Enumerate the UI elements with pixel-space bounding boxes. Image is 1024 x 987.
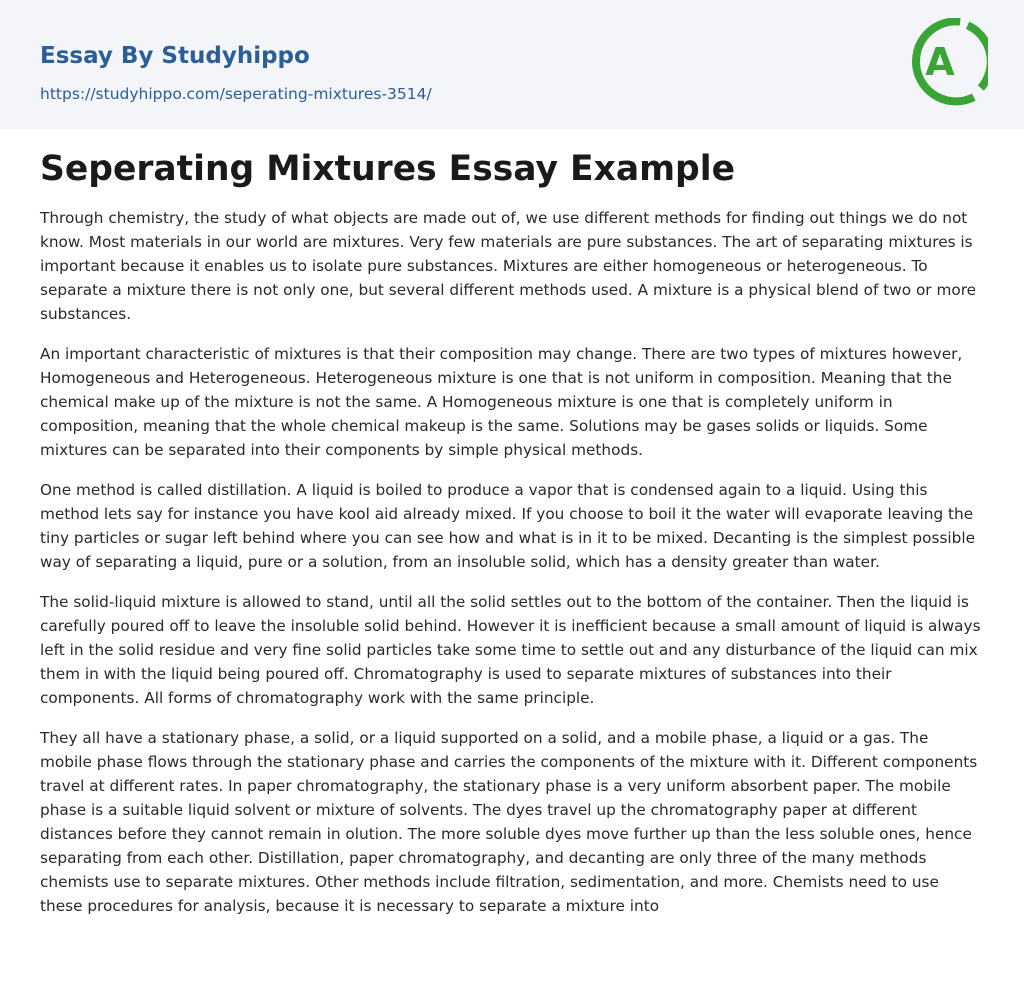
studyhippo-logo-icon[interactable] <box>910 18 988 106</box>
article-paragraph: They all have a stationary phase, a solid, or a liquid supported on a solid, and a mobile phase, a liquid or a gas. The mobile phase flows through the stationary phase and carries the components of the mixture with it. Different components travel at different rates. In paper chromatography, the stationary phase is a very uniform absorbent paper. The mobile phase is a suitable liquid solvent or mixture of solvents. The dyes travel up the chromatography paper at different distances before they cannot remain in olution. The more soluble dyes move further up than the less soluble ones, hence separating from each other. Distillation, paper chromatography, and decanting are only three of the many methods chemists use to separate mixtures. Other methods include filtration, sedimentation, and more. Chemists need to use these procedures for analysis, because it is necessary to separate a mixture into <box>40 729 978 915</box>
article-title: Seperating Mixtures Essay Example <box>40 149 735 189</box>
essay-url-link[interactable]: https://studyhippo.com/seperating-mixtures-3514/ <box>40 85 432 103</box>
article-paragraph: Through chemistry, the study of what objects are made out of, we use different methods for finding out things we do not know. Most materials in our world are mixtures. Very few materials are pure substances. The art of separating mixtures is important because it enables us to isolate pure substances. Mixtures are either homogeneous or heterogeneous. To separate a mixture there is not only one, but several different methods used. A mixture is a physical blend of two or more substances. <box>40 209 977 323</box>
logo-letter: A <box>925 40 955 84</box>
site-brand[interactable]: Essay By Studyhippo <box>40 43 310 69</box>
article <box>0 129 1024 918</box>
site-header <box>0 0 1024 129</box>
article-paragraph: One method is called distillation. A liquid is boiled to produce a vapor that is condensed again to a liquid. Using this method lets say for instance you have kool aid already mixed. If you choose to boil it the water will evaporate leaving the tiny particles or sugar left behind where you can see how and what is in it to be mixed. Decanting is the simplest possible way of separating a liquid, pure or a solution, from an insoluble solid, which has a density greater than water. <box>40 481 976 571</box>
article-paragraph: The solid-liquid mixture is allowed to stand, until all the solid settles out to the bottom of the container. Then the liquid is carefully poured off to leave the insoluble solid behind. However it is inefficient because a small amount of liquid is always left in the solid residue and very fine solid particles take some time to settle out and any disturbance of the liquid can mix them in with the liquid being poured off. Chromatography is used to separate mixtures of substances into their components. All forms of chromatography work with the same principle. <box>40 593 981 707</box>
article-paragraph: An important characteristic of mixtures is that their composition may change. There are two types of mixtures however, Homogeneous and Heterogeneous. Heterogeneous mixture is one that is not uniform in composition. Meaning that the chemical make up of the mixture is not the same. A Homogeneous mixture is one that is completely uniform in composition, meaning that the whole chemical makeup is the same. Solutions may be gases solids or liquids. Some mixtures can be separated into their components by simple physical methods. <box>40 345 963 459</box>
